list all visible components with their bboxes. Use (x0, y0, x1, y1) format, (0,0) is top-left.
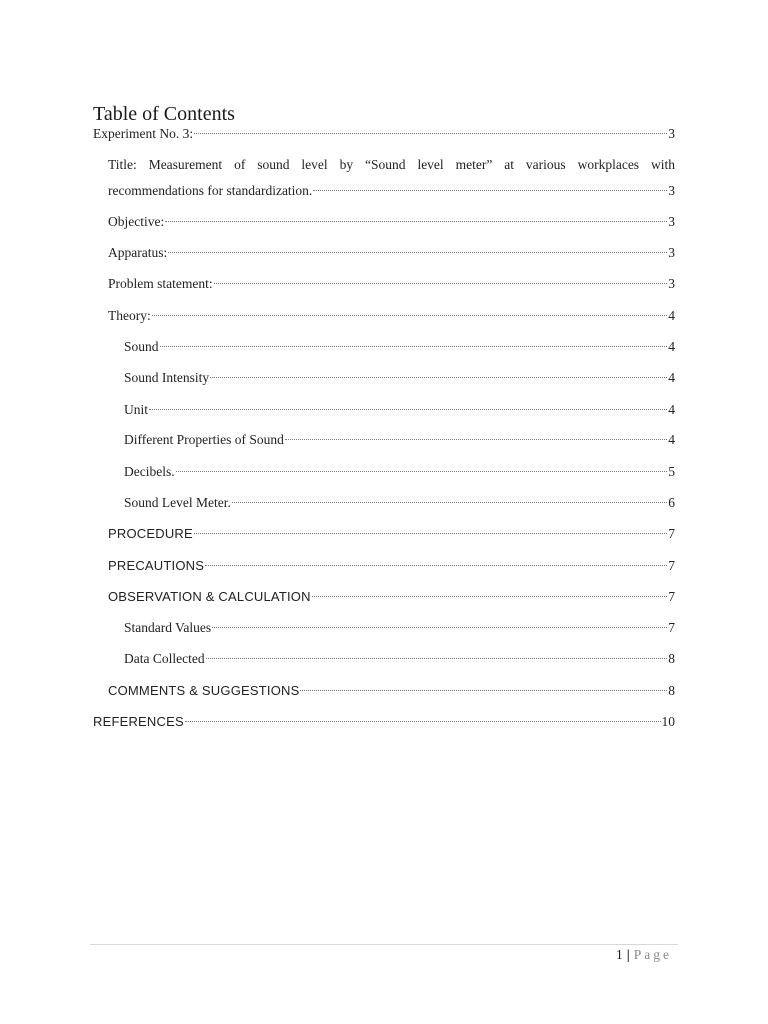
footer-separator: | (626, 947, 630, 962)
dot-leader (194, 133, 667, 134)
toc-entry-title[interactable] (108, 155, 675, 201)
toc-entry-observation[interactable] (108, 587, 675, 607)
dot-leader (313, 190, 667, 191)
dot-leader (152, 315, 668, 316)
toc-entry-apparatus[interactable] (108, 243, 675, 263)
toc-entry-properties-of-sound[interactable] (124, 430, 675, 450)
toc-entry-label: Apparatus: (108, 245, 168, 260)
toc-entry-page: 4 (668, 339, 675, 354)
toc-entry-problem-statement[interactable] (108, 274, 675, 294)
toc-entry-page: 7 (668, 620, 675, 635)
dot-leader (160, 346, 668, 347)
toc-entry-experiment[interactable] (93, 124, 675, 144)
dot-leader (176, 471, 668, 472)
toc-entry-label: Objective: (108, 214, 165, 229)
toc-entry-page: 7 (668, 558, 675, 573)
dot-leader (206, 658, 668, 659)
toc-entry-label: recommendations for standardization. (108, 183, 313, 198)
toc-entry-procedure[interactable] (108, 524, 675, 544)
toc-entry-label: Standard Values (124, 620, 212, 635)
toc-entry-comments[interactable] (108, 681, 675, 701)
toc-entry-sound-level-meter[interactable] (124, 493, 675, 513)
toc-entry-data-collected[interactable] (124, 649, 675, 669)
footer-page-number: 1 (616, 947, 623, 962)
toc-entry-label: Problem statement: (108, 276, 213, 291)
toc-entry-label: Sound Intensity (124, 370, 210, 385)
toc-entry-sound-intensity[interactable] (124, 368, 675, 388)
dot-leader (212, 627, 667, 628)
footer-divider (90, 944, 678, 945)
dot-leader (232, 502, 667, 503)
dot-leader (285, 439, 667, 440)
toc-entry-label: Theory: (108, 308, 151, 323)
toc-entry-page: 3 (668, 214, 675, 229)
toc-entry-label: Experiment No. 3: (93, 126, 194, 141)
dot-leader (300, 690, 667, 691)
footer-page-word: Page (633, 947, 672, 962)
page-footer (616, 946, 672, 964)
toc-entry-decibels[interactable] (124, 462, 675, 482)
toc-entry-page: 8 (668, 683, 675, 698)
toc-entry-page: 3 (668, 126, 675, 141)
toc-entry-standard-values[interactable] (124, 618, 675, 638)
toc-entry-page: 10 (661, 714, 675, 729)
toc-entry-label: PRECAUTIONS (108, 558, 205, 573)
toc-entry-theory[interactable] (108, 306, 675, 326)
toc-entry-page: 7 (668, 526, 675, 541)
dot-leader (194, 533, 667, 534)
toc-entry-label-line1: Title: Measurement of sound level by “Sound level meter” at various workplaces with (108, 157, 675, 172)
toc-entry-label: Decibels. (124, 464, 175, 479)
dot-leader (149, 409, 667, 410)
toc-entry-page: 3 (668, 276, 675, 291)
toc-entry-label: Different Properties of Sound (124, 432, 284, 447)
toc-title: Table of Contents (93, 103, 235, 125)
toc-entry-objective[interactable] (108, 212, 675, 232)
toc-entry-label: Unit (124, 402, 149, 417)
toc-entry-page: 4 (668, 308, 675, 323)
toc-entry-label: PROCEDURE (108, 526, 193, 541)
toc-entry-page: 5 (668, 464, 675, 479)
toc-entry-page: 3 (668, 245, 675, 260)
toc-entry-page: 8 (668, 651, 675, 666)
toc-entry-page: 4 (668, 432, 675, 447)
dot-leader (168, 252, 667, 253)
toc-entry-sound[interactable] (124, 337, 675, 357)
toc-entry-page: 3 (668, 183, 675, 198)
toc-entry-page: 4 (668, 402, 675, 417)
toc-entry-references[interactable] (93, 712, 675, 732)
toc-entry-page: 4 (668, 370, 675, 385)
dot-leader (214, 283, 668, 284)
toc-entry-label: Sound (124, 339, 159, 354)
toc-entry-precautions[interactable] (108, 556, 675, 576)
toc-entry-page: 7 (668, 589, 675, 604)
dot-leader (312, 596, 668, 597)
toc-entry-label: REFERENCES (93, 714, 184, 729)
toc-entry-label: COMMENTS & SUGGESTIONS (108, 683, 300, 698)
toc-entry-page: 6 (668, 495, 675, 510)
toc-entry-label: Data Collected (124, 651, 205, 666)
dot-leader (210, 377, 667, 378)
toc-entry-label: Sound Level Meter. (124, 495, 231, 510)
dot-leader (165, 221, 667, 222)
dot-leader (185, 721, 661, 722)
toc-entry-unit[interactable] (124, 400, 675, 420)
dot-leader (205, 565, 667, 566)
toc-entry-label: OBSERVATION & CALCULATION (108, 589, 311, 604)
